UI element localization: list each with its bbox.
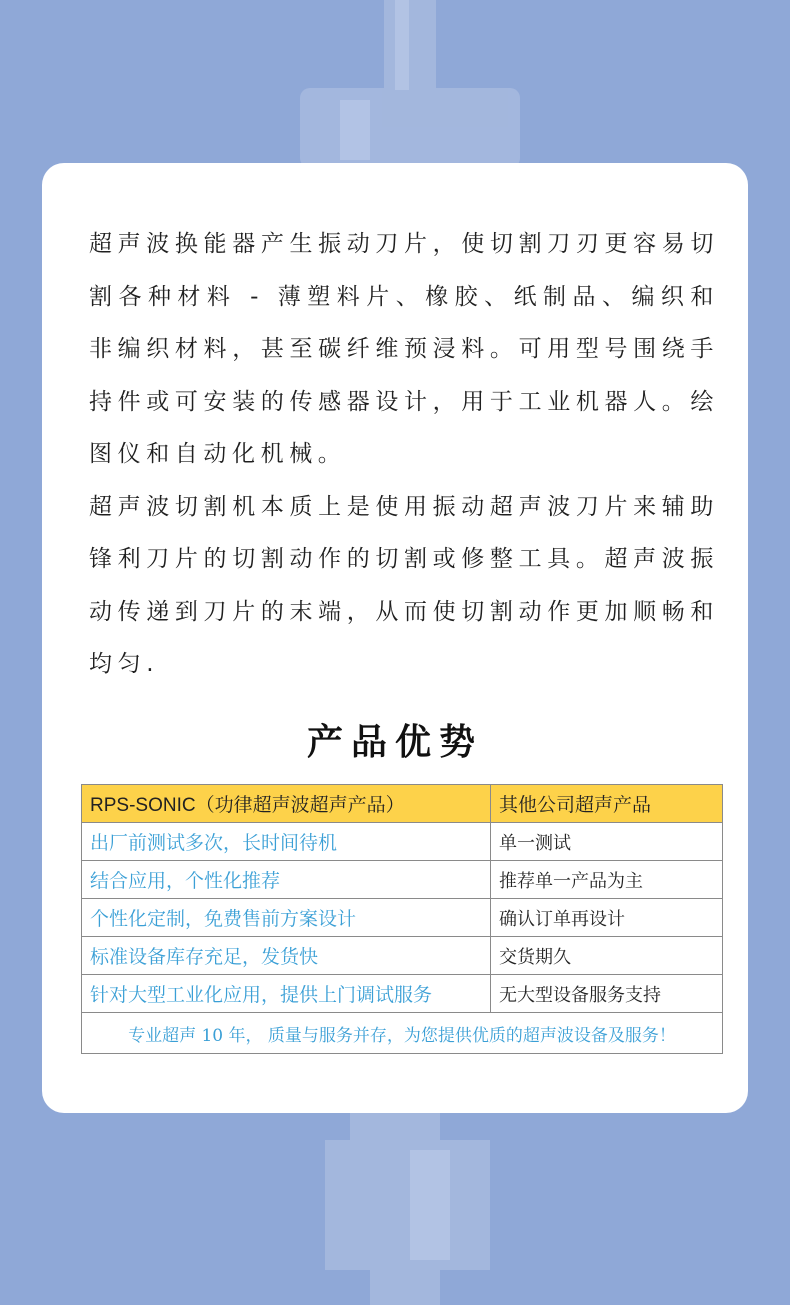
advantage-cell: 结合应用，个性化推荐	[82, 861, 491, 899]
competitor-cell: 交货期久	[491, 937, 723, 975]
competitor-cell: 单一测试	[491, 823, 723, 861]
section-title: 产品优势	[306, 721, 483, 763]
description-paragraph-2: 超声波切割机本质上是使用振动超声波刀片来辅助锋利刀片的切割动作的切割或修整工具。超声波振动传递到刀片的末端，从而使切割动作更加顺畅和均匀.	[89, 493, 719, 677]
competitor-cell: 推荐单一产品为主	[491, 861, 723, 899]
table-row	[82, 899, 723, 937]
table-footer-row	[82, 1013, 723, 1054]
advantage-cell: 个性化定制，免费售前方案设计	[82, 899, 491, 937]
competitor-cell: 无大型设备服务支持	[491, 975, 723, 1013]
table-row	[82, 861, 723, 899]
advantage-cell: 针对大型工业化应用，提供上门调试服务	[82, 975, 491, 1013]
description-paragraph-1: 超声波换能器产生振动刀片，使切割刀刃更容易切割各种材料 - 薄塑料片、橡胶、纸制品、编织和非编织材料，甚至碳纤维预浸料。可用型号围绕手持件或可安装的传感器设计，用于工业机器人。绘图仪和自动化机械。	[89, 231, 719, 467]
advantage-cell: 出厂前测试多次，长时间待机	[82, 823, 491, 861]
table-header-row	[82, 785, 723, 823]
table-footer-text: 专业超声 10 年， 质量与服务并存，为您提供优质的超声波设备及服务！	[82, 1013, 723, 1054]
description-block	[89, 218, 719, 691]
header-ours: RPS-SONIC（功律超声波超声产品）	[82, 785, 491, 823]
competitor-cell: 确认订单再设计	[491, 899, 723, 937]
content-card	[42, 163, 748, 1113]
table-row	[82, 975, 723, 1013]
table-row	[82, 937, 723, 975]
comparison-table	[81, 784, 723, 1054]
table-row	[82, 823, 723, 861]
header-others: 其他公司超声产品	[491, 785, 723, 823]
advantage-cell: 标准设备库存充足，发货快	[82, 937, 491, 975]
